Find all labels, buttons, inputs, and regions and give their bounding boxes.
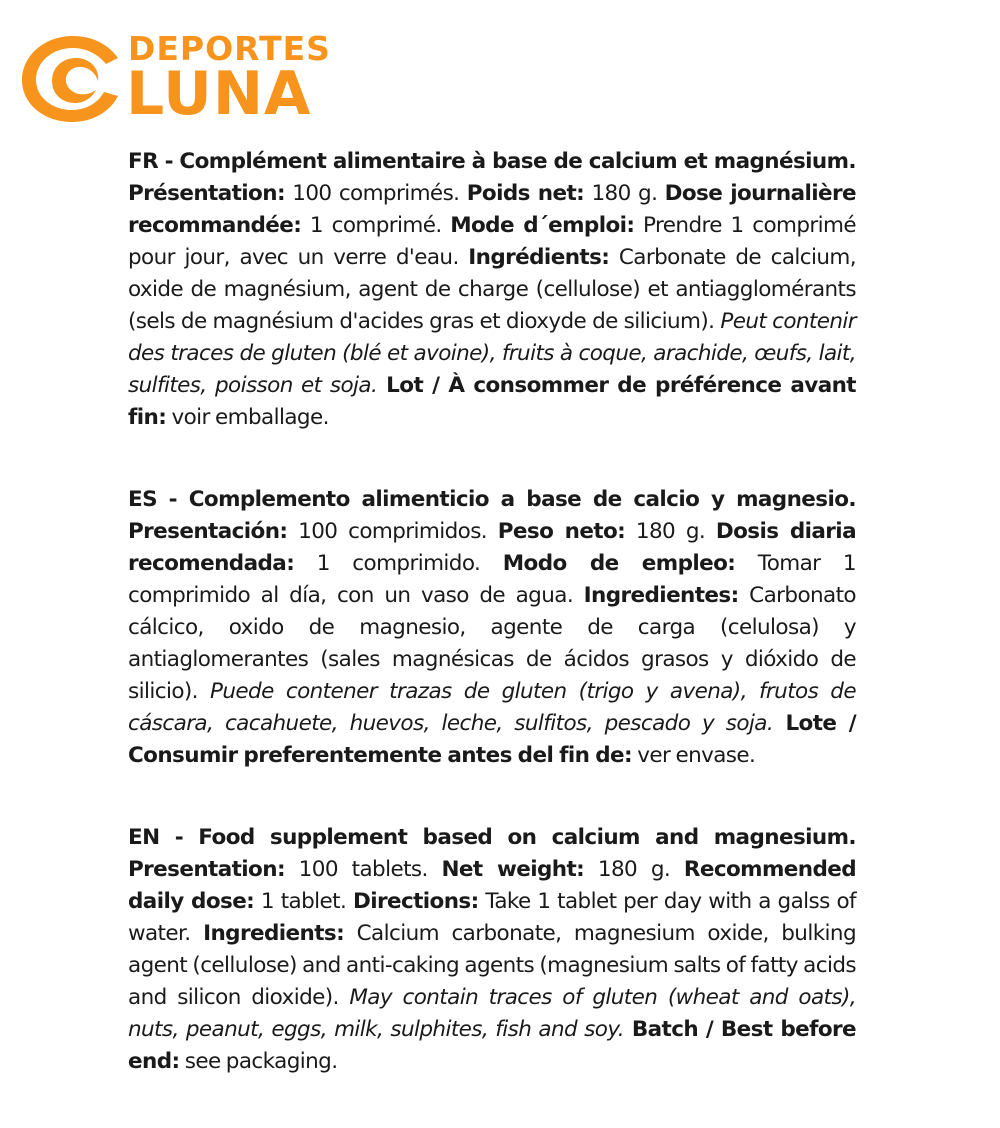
es-directions-label: Modo de empleo: (502, 551, 736, 576)
en-ingredients-value: Calcium carbonate, magnesium oxide, bulking agent (cellulose) and anti-caking agents (magnesium salts of fatty acids and silicon dioxide). (128, 921, 856, 1010)
fr-heading: FR - Complément alimentaire à base de calcium et magnésium. (128, 149, 856, 174)
en-batch-label: Batch / Best before end: (128, 1017, 857, 1074)
en-batch-value: see packaging. (179, 1049, 338, 1074)
en-directions-label: Directions: (352, 889, 479, 914)
es-batch-label: Lote / Consumir preferentemente antes del fin de: (128, 711, 856, 768)
fr-net-weight-value: 180 g. (584, 181, 665, 206)
fr-allergen-note: Peut contenir des traces de gluten (blé et avoine), fruits à coque, arachide, œufs, lait, sulfites, poisson et soja. (128, 309, 857, 398)
en-ingredients-label: Ingredients: (203, 921, 345, 946)
es-allergen-note: Puede contener trazas de gluten (trigo y avena), frutos de cáscara, cacahuete, huevos, leche, sulfitos, pescado y soja. (128, 679, 856, 736)
product-label-text (128, 146, 856, 1128)
en-daily-dose-value: 1 tablet. (254, 889, 353, 914)
es-presentation-value: 100 comprimidos. (287, 519, 498, 544)
fr-directions-label: Mode d´emploi: (450, 213, 635, 238)
fr-directions-value: Prendre 1 comprimé pour jour, avec un verre d'eau. (128, 213, 856, 270)
es-heading: ES - Complemento alimenticio a base de calcio y magnesio. Presentación: (128, 487, 856, 544)
es-directions-value: Tomar 1 comprimido al día, con un vaso de agua. (128, 551, 856, 608)
en-directions-value: Take 1 tablet per day with a galss of water. (128, 889, 856, 946)
moon-logo-icon (18, 32, 128, 124)
es-net-weight-value: 180 g. (625, 519, 716, 544)
fr-daily-dose-value: 1 comprimé. (301, 213, 451, 238)
brand-logo (18, 28, 331, 129)
paragraph-en (128, 822, 856, 1078)
fr-ingredients-label: Ingrédients: (468, 245, 610, 270)
fr-presentation-label: Présentation: (128, 181, 285, 206)
fr-batch-value: voir emballage. (166, 405, 329, 430)
es-ingredients-label: Ingredientes: (583, 583, 739, 608)
fr-batch-label: Lot / À consommer de préférence avant fin: (128, 373, 856, 430)
es-net-weight-label: Peso neto: (497, 519, 626, 544)
en-net-weight-label: Net weight: (441, 857, 585, 882)
en-allergen-note: May contain traces of gluten (wheat and oats), nuts, peanut, eggs, milk, sulphites, fish and soy. (128, 985, 856, 1042)
fr-ingredients-value: Carbonate de calcium, oxide de magnésium, agent de charge (cellulose) et antiagglomérants (sels de magnésium d'acides gras et dioxyde de silicium). (128, 245, 856, 334)
en-daily-dose-label: Recommended daily dose: (128, 857, 857, 914)
paragraph-fr (128, 146, 856, 434)
fr-daily-dose-label: Dose journalière recommandée: (128, 181, 856, 238)
en-net-weight-value: 180 g. (584, 857, 684, 882)
paragraph-es (128, 484, 856, 772)
fr-net-weight-label: Poids net: (466, 181, 585, 206)
en-presentation-value: 100 tablets. (284, 857, 442, 882)
es-daily-dose-value: 1 comprimido. (294, 551, 503, 576)
es-daily-dose-label: Dosis diaria recomendada: (128, 519, 856, 576)
en-heading: EN - Food supplement based on calcium and magnesium. Presentation: (128, 825, 856, 882)
logo-word-deportes: DEPORTES (128, 29, 331, 68)
es-ingredients-value: Carbonato cálcico, oxido de magnesio, agente de carga (celulosa) y antiaglomerantes (sales magnésicas de ácidos grasos y dióxido de silicio). (128, 583, 856, 704)
es-batch-value: ver envase. (631, 743, 756, 768)
logo-word-luna: LUNA (126, 59, 312, 129)
fr-presentation-value: 100 comprimés. (284, 181, 467, 206)
